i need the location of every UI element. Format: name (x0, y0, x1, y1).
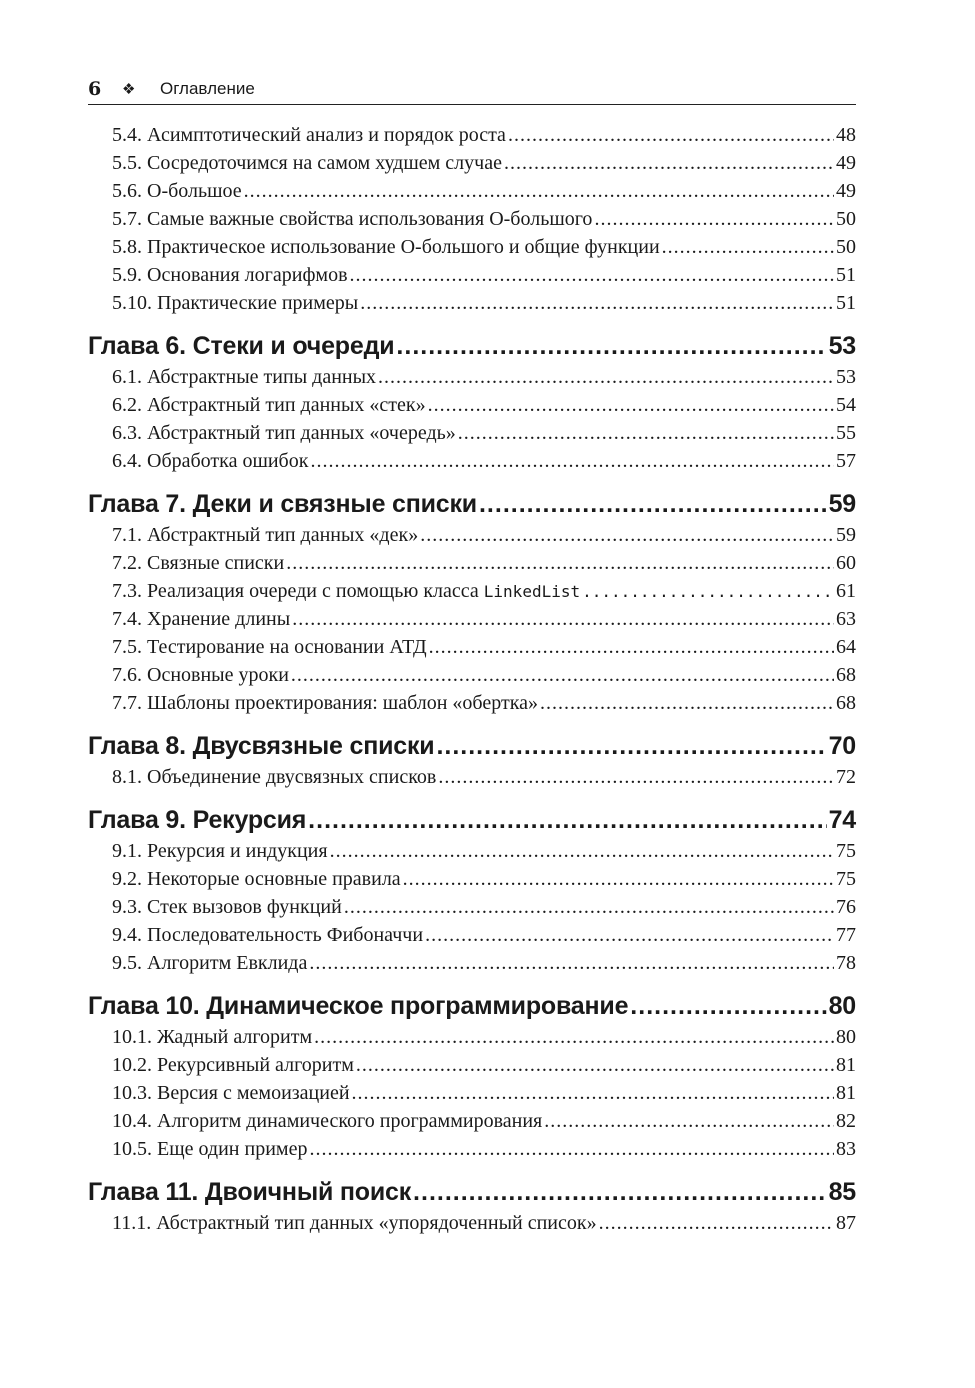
entry-title: 7.4. Хранение длины (112, 608, 291, 630)
dot-leader (360, 289, 834, 317)
entry-page-number: 50 (836, 236, 856, 258)
entry-title: Глава 7. Деки и связные списки (88, 490, 477, 518)
dot-leader (582, 577, 834, 606)
dot-leader (309, 1135, 834, 1163)
toc-section-entry[interactable] (88, 1023, 856, 1051)
entry-page-number: 80 (828, 992, 856, 1020)
entry-page-number: 68 (836, 664, 856, 686)
dot-leader (291, 661, 834, 689)
entry-title: 7.7. Шаблоны проектирования: шаблон «обертка» (112, 692, 538, 714)
entry-page-number: 50 (836, 208, 856, 230)
entry-title: 7.1. Абстрактный тип данных «дек» (112, 524, 419, 546)
entry-title: Глава 9. Рекурсия (88, 806, 307, 834)
entry-title: 7.6. Основные уроки (112, 664, 289, 686)
toc-chapter-entry[interactable] (88, 1175, 856, 1209)
entry-page-number: 51 (836, 264, 856, 286)
toc-section-entry[interactable] (88, 1051, 856, 1079)
dot-leader (330, 837, 834, 865)
entry-title: 6.1. Абстрактные типы данных (112, 366, 377, 388)
entry-title: 7.5. Тестирование на основании АТД (112, 636, 427, 658)
running-header (88, 74, 856, 105)
toc-section-entry[interactable] (88, 149, 856, 177)
dot-leader (292, 605, 834, 633)
entry-title: 10.5. Еще один пример (112, 1138, 308, 1160)
entry-title: 9.3. Стек вызовов функций (112, 896, 342, 918)
dot-leader (308, 803, 826, 837)
dot-leader (403, 865, 834, 893)
entry-page-number: 83 (836, 1138, 856, 1160)
toc-section-entry[interactable] (88, 261, 856, 289)
dot-leader (425, 921, 834, 949)
entry-title: 5.9. Основания логарифмов (112, 264, 348, 286)
entry-title: 10.3. Версия с мемоизацией (112, 1082, 350, 1104)
entry-page-number: 78 (836, 952, 856, 974)
dot-leader (420, 521, 834, 549)
toc-section-entry[interactable] (88, 837, 856, 865)
entry-page-number: 49 (836, 152, 856, 174)
table-of-contents (88, 121, 856, 1237)
toc-chapter-entry[interactable] (88, 329, 856, 363)
toc-section-entry[interactable] (88, 949, 856, 977)
dot-leader (356, 1051, 834, 1079)
running-title: Оглавление (160, 79, 255, 98)
ornament-icon: ❖ (122, 81, 136, 98)
toc-section-entry[interactable] (88, 521, 856, 549)
entry-page-number: 85 (828, 1178, 856, 1206)
dot-leader (429, 633, 834, 661)
toc-section-entry[interactable] (88, 893, 856, 921)
dot-leader (458, 419, 834, 447)
entry-title: 7.3. Реализация очереди с помощью класса (112, 580, 479, 602)
dot-leader (508, 121, 834, 149)
dot-leader (314, 1023, 834, 1051)
entry-title: 5.6. О-большое (112, 180, 242, 202)
dot-leader (309, 949, 834, 977)
toc-section-entry[interactable] (88, 921, 856, 949)
entry-page-number: 68 (836, 692, 856, 714)
toc-section-entry[interactable] (88, 633, 856, 661)
entry-page-number: 74 (828, 806, 856, 834)
entry-page-number: 80 (836, 1026, 856, 1048)
entry-title: Глава 11. Двоичный поиск (88, 1178, 412, 1206)
dot-leader (544, 1107, 834, 1135)
entry-page-number: 55 (836, 422, 856, 444)
toc-section-entry[interactable] (88, 233, 856, 261)
entry-page-number: 81 (836, 1082, 856, 1104)
entry-title: 6.2. Абстрактный тип данных «стек» (112, 394, 426, 416)
toc-section-entry[interactable] (88, 177, 856, 205)
entry-page-number: 53 (836, 366, 856, 388)
entry-title: 9.1. Рекурсия и индукция (112, 840, 328, 862)
entry-title: 5.4. Асимптотический анализ и порядок роста (112, 124, 506, 146)
entry-page-number: 59 (828, 490, 856, 518)
dot-leader (630, 989, 826, 1023)
entry-page-number: 60 (836, 552, 856, 574)
toc-section-entry[interactable] (88, 1079, 856, 1107)
entry-page-number: 75 (836, 868, 856, 890)
entry-title: 6.3. Абстрактный тип данных «очередь» (112, 422, 456, 444)
entry-title: 5.8. Практическое использование О-большого и общие функции (112, 236, 660, 258)
toc-section-entry[interactable] (88, 549, 856, 577)
entry-page-number: 59 (836, 524, 856, 546)
entry-title: Глава 6. Стеки и очереди (88, 332, 395, 360)
entry-page-number: 77 (836, 924, 856, 946)
toc-section-entry[interactable] (88, 577, 856, 605)
entry-title: 10.1. Жадный алгоритм (112, 1026, 313, 1048)
entry-page-number: 87 (836, 1212, 856, 1234)
entry-page-number: 70 (828, 732, 856, 760)
dot-leader (662, 233, 834, 261)
toc-section-entry[interactable] (88, 865, 856, 893)
entry-page-number: 64 (836, 636, 856, 658)
entry-page-number: 53 (828, 332, 856, 360)
toc-chapter-entry[interactable] (88, 729, 856, 763)
dot-leader (594, 205, 834, 233)
toc-chapter-entry[interactable] (88, 803, 856, 837)
entry-title: 11.1. Абстрактный тип данных «упорядоченный список» (112, 1212, 597, 1234)
entry-page-number: 54 (836, 394, 856, 416)
toc-section-entry[interactable] (88, 1107, 856, 1135)
dot-leader (428, 391, 834, 419)
entry-page-number: 51 (836, 292, 856, 314)
toc-section-entry[interactable] (88, 289, 856, 317)
dot-leader (436, 729, 826, 763)
toc-section-entry[interactable] (88, 661, 856, 689)
toc-section-entry[interactable] (88, 121, 856, 149)
dot-leader (599, 1209, 834, 1237)
dot-leader (438, 763, 834, 791)
entry-title: 9.4. Последовательность Фибоначчи (112, 924, 424, 946)
dot-leader (352, 1079, 834, 1107)
entry-title: 5.10. Практические примеры (112, 292, 359, 314)
entry-title: 5.5. Сосредоточимся на самом худшем случае (112, 152, 502, 174)
entry-page-number: 82 (836, 1110, 856, 1132)
dot-leader (286, 549, 834, 577)
toc-section-entry[interactable] (88, 205, 856, 233)
page-number: 6 (88, 78, 102, 100)
toc-section-entry[interactable] (88, 1135, 856, 1163)
toc-section-entry[interactable] (88, 447, 856, 475)
dot-leader (413, 1175, 827, 1209)
toc-chapter-entry[interactable] (88, 989, 856, 1023)
entry-page-number: 76 (836, 896, 856, 918)
dot-leader (540, 689, 834, 717)
entry-title: Глава 8. Двусвязные списки (88, 732, 435, 760)
toc-section-entry[interactable] (88, 689, 856, 717)
entry-page-number: 81 (836, 1054, 856, 1076)
dot-leader (378, 363, 834, 391)
entry-page-number: 75 (836, 840, 856, 862)
toc-section-entry[interactable] (88, 1209, 856, 1237)
entry-title: 10.2. Рекурсивный алгоритм (112, 1054, 354, 1076)
dot-leader (479, 487, 827, 521)
entry-code: LinkedList (483, 582, 581, 601)
entry-page-number: 49 (836, 180, 856, 202)
dot-leader (344, 893, 834, 921)
entry-title: 6.4. Обработка ошибок (112, 450, 309, 472)
toc-section-entry[interactable] (88, 605, 856, 633)
dot-leader (350, 261, 834, 289)
dot-leader (504, 149, 834, 177)
dot-leader (310, 447, 834, 475)
entry-page-number: 57 (836, 450, 856, 472)
toc-section-entry[interactable] (88, 763, 856, 791)
entry-title: Глава 10. Динамическое программирование (88, 992, 629, 1020)
entry-page-number: 48 (836, 124, 856, 146)
entry-page-number: 72 (836, 766, 856, 788)
entry-page-number: 63 (836, 608, 856, 630)
entry-title: 8.1. Объединение двусвязных списков (112, 766, 437, 788)
entry-title: 5.7. Самые важные свойства использования О-большого (112, 208, 593, 230)
dot-leader (396, 329, 826, 363)
entry-page-number: 61 (836, 580, 856, 602)
toc-chapter-entry[interactable] (88, 487, 856, 521)
dot-leader (244, 177, 834, 205)
toc-section-entry[interactable] (88, 363, 856, 391)
toc-section-entry[interactable] (88, 391, 856, 419)
entry-title: 10.4. Алгоритм динамического программирования (112, 1110, 543, 1132)
entry-title: 7.2. Связные списки (112, 552, 285, 574)
entry-title: 9.5. Алгоритм Евклида (112, 952, 308, 974)
entry-title: 9.2. Некоторые основные правила (112, 868, 401, 890)
toc-section-entry[interactable] (88, 419, 856, 447)
